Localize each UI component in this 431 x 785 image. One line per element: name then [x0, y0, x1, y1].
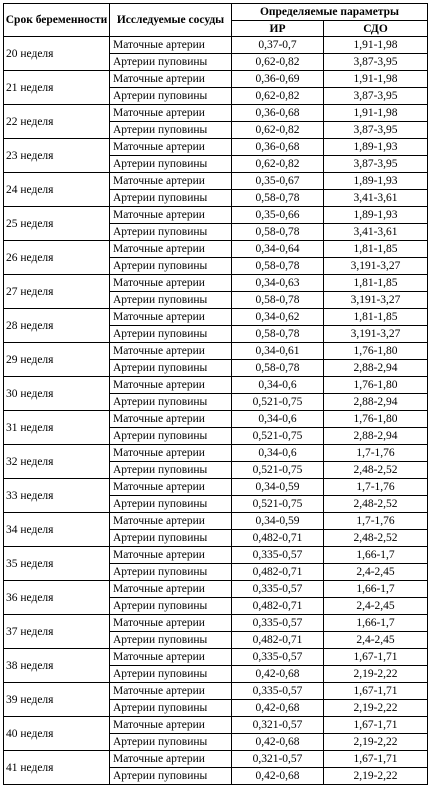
week-cell: 35 неделя	[4, 547, 110, 581]
ir-cell: 0,37-0,7	[232, 37, 324, 54]
ir-cell: 0,36-0,68	[232, 105, 324, 122]
table-row	[4, 411, 428, 428]
sdo-cell: 1,66-1,7	[324, 615, 428, 632]
ir-cell: 0,521-0,75	[232, 394, 324, 411]
vessel-cell: Маточные артерии	[110, 105, 232, 122]
vessel-cell: Артерии пуповины	[110, 462, 232, 479]
ir-cell: 0,321-0,57	[232, 717, 324, 734]
sdo-cell: 1,76-1,80	[324, 411, 428, 428]
week-cell: 34 неделя	[4, 513, 110, 547]
ir-cell: 0,36-0,69	[232, 71, 324, 88]
sdo-cell: 1,89-1,93	[324, 139, 428, 156]
vessel-cell: Артерии пуповины	[110, 564, 232, 581]
vessel-cell: Маточные артерии	[110, 581, 232, 598]
doppler-parameters-table	[3, 3, 428, 785]
sdo-cell: 1,67-1,71	[324, 751, 428, 768]
sdo-cell: 3,87-3,95	[324, 54, 428, 71]
week-cell: 38 неделя	[4, 649, 110, 683]
table-body	[4, 37, 428, 785]
vessel-cell: Артерии пуповины	[110, 88, 232, 105]
header-row	[4, 4, 428, 21]
vessel-cell: Маточные артерии	[110, 411, 232, 428]
sdo-cell: 3,87-3,95	[324, 88, 428, 105]
week-cell: 20 неделя	[4, 37, 110, 71]
sdo-cell: 2,88-2,94	[324, 428, 428, 445]
week-cell: 36 неделя	[4, 581, 110, 615]
sdo-cell: 3,41-3,61	[324, 224, 428, 241]
ir-cell: 0,482-0,71	[232, 530, 324, 547]
header-ir: ИР	[232, 21, 324, 37]
sdo-cell: 3,191-3,27	[324, 292, 428, 309]
ir-cell: 0,521-0,75	[232, 428, 324, 445]
ir-cell: 0,62-0,82	[232, 156, 324, 173]
sdo-cell: 2,4-2,45	[324, 564, 428, 581]
table-row	[4, 513, 428, 530]
week-cell: 26 неделя	[4, 241, 110, 275]
vessel-cell: Артерии пуповины	[110, 54, 232, 71]
vessel-cell: Маточные артерии	[110, 683, 232, 700]
sdo-cell: 2,48-2,52	[324, 496, 428, 513]
sdo-cell: 2,4-2,45	[324, 632, 428, 649]
table-row	[4, 37, 428, 54]
week-cell: 37 неделя	[4, 615, 110, 649]
vessel-cell: Артерии пуповины	[110, 700, 232, 717]
table-row	[4, 241, 428, 258]
header-sdo: СДО	[324, 21, 428, 37]
ir-cell: 0,34-0,6	[232, 411, 324, 428]
table-row	[4, 139, 428, 156]
sdo-cell: 1,89-1,93	[324, 207, 428, 224]
sdo-cell: 2,48-2,52	[324, 462, 428, 479]
sdo-cell: 3,191-3,27	[324, 258, 428, 275]
ir-cell: 0,58-0,78	[232, 360, 324, 377]
sdo-cell: 1,81-1,85	[324, 241, 428, 258]
header-term: Срок беременности	[4, 4, 110, 37]
sdo-cell: 1,67-1,71	[324, 649, 428, 666]
sdo-cell: 1,81-1,85	[324, 309, 428, 326]
week-cell: 21 неделя	[4, 71, 110, 105]
ir-cell: 0,62-0,82	[232, 54, 324, 71]
sdo-cell: 2,19-2,22	[324, 700, 428, 717]
table-row	[4, 275, 428, 292]
vessel-cell: Артерии пуповины	[110, 360, 232, 377]
week-cell: 41 неделя	[4, 751, 110, 785]
ir-cell: 0,34-0,59	[232, 513, 324, 530]
table-row	[4, 309, 428, 326]
week-cell: 23 неделя	[4, 139, 110, 173]
ir-cell: 0,34-0,6	[232, 445, 324, 462]
sdo-cell: 3,87-3,95	[324, 122, 428, 139]
week-cell: 33 неделя	[4, 479, 110, 513]
sdo-cell: 2,19-2,22	[324, 734, 428, 751]
vessel-cell: Маточные артерии	[110, 445, 232, 462]
week-cell: 28 неделя	[4, 309, 110, 343]
week-cell: 29 неделя	[4, 343, 110, 377]
vessel-cell: Артерии пуповины	[110, 122, 232, 139]
sdo-cell: 2,19-2,22	[324, 768, 428, 785]
ir-cell: 0,34-0,59	[232, 479, 324, 496]
week-cell: 31 неделя	[4, 411, 110, 445]
table-row	[4, 207, 428, 224]
ir-cell: 0,35-0,66	[232, 207, 324, 224]
vessel-cell: Артерии пуповины	[110, 428, 232, 445]
vessel-cell: Артерии пуповины	[110, 496, 232, 513]
sdo-cell: 3,191-3,27	[324, 326, 428, 343]
vessel-cell: Маточные артерии	[110, 309, 232, 326]
sdo-cell: 2,48-2,52	[324, 530, 428, 547]
vessel-cell: Маточные артерии	[110, 207, 232, 224]
table-row	[4, 343, 428, 360]
vessel-cell: Артерии пуповины	[110, 190, 232, 207]
sdo-cell: 2,4-2,45	[324, 598, 428, 615]
ir-cell: 0,62-0,82	[232, 88, 324, 105]
vessel-cell: Маточные артерии	[110, 513, 232, 530]
week-cell: 40 неделя	[4, 717, 110, 751]
vessel-cell: Маточные артерии	[110, 275, 232, 292]
vessel-cell: Маточные артерии	[110, 37, 232, 54]
table-row	[4, 105, 428, 122]
ir-cell: 0,482-0,71	[232, 632, 324, 649]
vessel-cell: Артерии пуповины	[110, 156, 232, 173]
ir-cell: 0,34-0,6	[232, 377, 324, 394]
vessel-cell: Маточные артерии	[110, 139, 232, 156]
table-row	[4, 377, 428, 394]
header-params: Определяемые параметры	[232, 4, 428, 21]
vessel-cell: Артерии пуповины	[110, 394, 232, 411]
ir-cell: 0,58-0,78	[232, 258, 324, 275]
table-row	[4, 649, 428, 666]
vessel-cell: Артерии пуповины	[110, 258, 232, 275]
sdo-cell: 3,87-3,95	[324, 156, 428, 173]
vessel-cell: Маточные артерии	[110, 615, 232, 632]
vessel-cell: Маточные артерии	[110, 377, 232, 394]
vessel-cell: Артерии пуповины	[110, 326, 232, 343]
ir-cell: 0,42-0,68	[232, 768, 324, 785]
sdo-cell: 2,88-2,94	[324, 394, 428, 411]
vessel-cell: Маточные артерии	[110, 71, 232, 88]
ir-cell: 0,482-0,71	[232, 598, 324, 615]
vessel-cell: Маточные артерии	[110, 173, 232, 190]
sdo-cell: 2,19-2,22	[324, 666, 428, 683]
sdo-cell: 1,67-1,71	[324, 683, 428, 700]
sdo-cell: 3,41-3,61	[324, 190, 428, 207]
ir-cell: 0,321-0,57	[232, 751, 324, 768]
ir-cell: 0,335-0,57	[232, 683, 324, 700]
vessel-cell: Маточные артерии	[110, 717, 232, 734]
ir-cell: 0,335-0,57	[232, 547, 324, 564]
ir-cell: 0,42-0,68	[232, 734, 324, 751]
sdo-cell: 1,7-1,76	[324, 513, 428, 530]
ir-cell: 0,482-0,71	[232, 564, 324, 581]
ir-cell: 0,335-0,57	[232, 581, 324, 598]
ir-cell: 0,335-0,57	[232, 615, 324, 632]
sdo-cell: 1,89-1,93	[324, 173, 428, 190]
ir-cell: 0,521-0,75	[232, 462, 324, 479]
week-cell: 27 неделя	[4, 275, 110, 309]
ir-cell: 0,58-0,78	[232, 224, 324, 241]
table-row	[4, 445, 428, 462]
vessel-cell: Артерии пуповины	[110, 666, 232, 683]
ir-cell: 0,34-0,62	[232, 309, 324, 326]
sdo-cell: 1,81-1,85	[324, 275, 428, 292]
table-row	[4, 71, 428, 88]
table-row	[4, 615, 428, 632]
vessel-cell: Артерии пуповины	[110, 598, 232, 615]
table-row	[4, 683, 428, 700]
vessel-cell: Маточные артерии	[110, 649, 232, 666]
week-cell: 22 неделя	[4, 105, 110, 139]
vessel-cell: Маточные артерии	[110, 751, 232, 768]
table-row	[4, 751, 428, 768]
table-row	[4, 581, 428, 598]
sdo-cell: 2,88-2,94	[324, 360, 428, 377]
table-row	[4, 173, 428, 190]
ir-cell: 0,42-0,68	[232, 700, 324, 717]
week-cell: 25 неделя	[4, 207, 110, 241]
ir-cell: 0,34-0,64	[232, 241, 324, 258]
week-cell: 30 неделя	[4, 377, 110, 411]
sdo-cell: 1,66-1,7	[324, 581, 428, 598]
ir-cell: 0,62-0,82	[232, 122, 324, 139]
sdo-cell: 1,76-1,80	[324, 377, 428, 394]
sdo-cell: 1,7-1,76	[324, 445, 428, 462]
header-vessels: Исследуемые сосуды	[110, 4, 232, 37]
ir-cell: 0,58-0,78	[232, 190, 324, 207]
week-cell: 39 неделя	[4, 683, 110, 717]
vessel-cell: Артерии пуповины	[110, 768, 232, 785]
table-row	[4, 717, 428, 734]
vessel-cell: Маточные артерии	[110, 241, 232, 258]
ir-cell: 0,335-0,57	[232, 649, 324, 666]
vessel-cell: Артерии пуповины	[110, 632, 232, 649]
ir-cell: 0,34-0,61	[232, 343, 324, 360]
sdo-cell: 1,7-1,76	[324, 479, 428, 496]
vessel-cell: Артерии пуповины	[110, 292, 232, 309]
sdo-cell: 1,91-1,98	[324, 105, 428, 122]
vessel-cell: Маточные артерии	[110, 479, 232, 496]
vessel-cell: Артерии пуповины	[110, 530, 232, 547]
ir-cell: 0,35-0,67	[232, 173, 324, 190]
sdo-cell: 1,76-1,80	[324, 343, 428, 360]
table-row	[4, 479, 428, 496]
ir-cell: 0,58-0,78	[232, 326, 324, 343]
ir-cell: 0,34-0,63	[232, 275, 324, 292]
sdo-cell: 1,91-1,98	[324, 71, 428, 88]
week-cell: 24 неделя	[4, 173, 110, 207]
sdo-cell: 1,66-1,7	[324, 547, 428, 564]
sdo-cell: 1,91-1,98	[324, 37, 428, 54]
vessel-cell: Маточные артерии	[110, 343, 232, 360]
ir-cell: 0,36-0,68	[232, 139, 324, 156]
vessel-cell: Артерии пуповины	[110, 734, 232, 751]
sdo-cell: 1,67-1,71	[324, 717, 428, 734]
vessel-cell: Маточные артерии	[110, 547, 232, 564]
table-row	[4, 547, 428, 564]
vessel-cell: Артерии пуповины	[110, 224, 232, 241]
ir-cell: 0,42-0,68	[232, 666, 324, 683]
ir-cell: 0,521-0,75	[232, 496, 324, 513]
week-cell: 32 неделя	[4, 445, 110, 479]
ir-cell: 0,58-0,78	[232, 292, 324, 309]
